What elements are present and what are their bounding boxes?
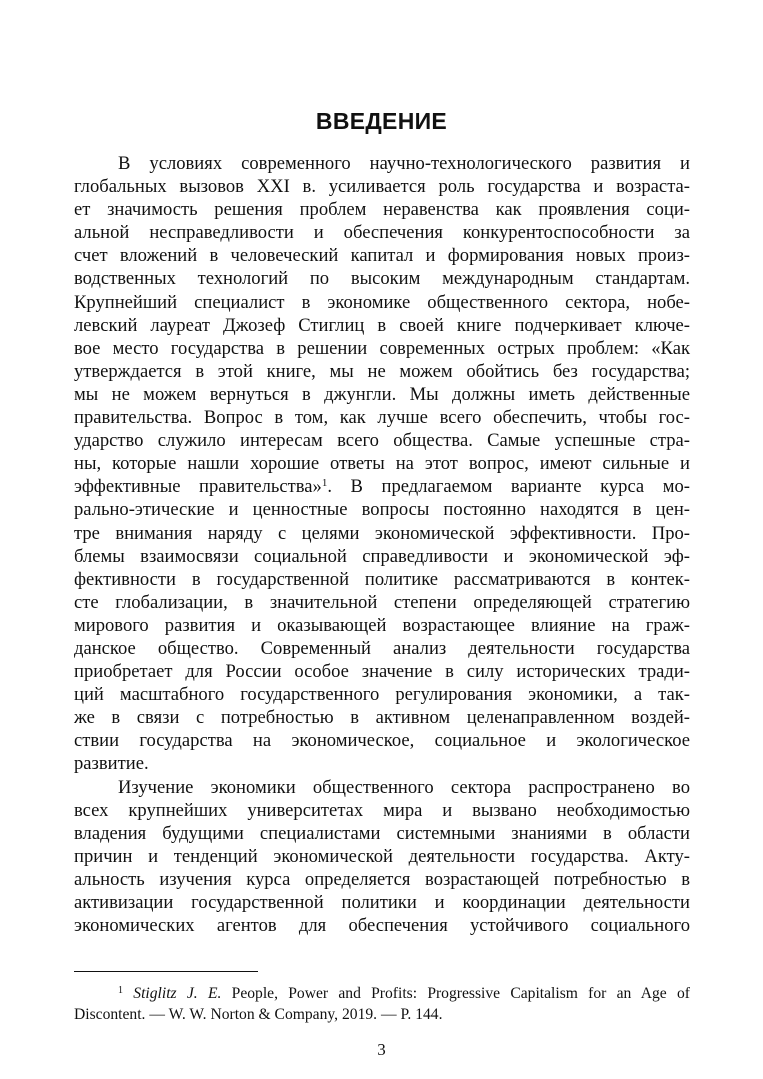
paragraph-1-line: В условиях современного научно-технологического развития и — [118, 153, 690, 174]
paragraph-1-line: блемы взаимосвязи социальной справедливости и экономической эф- — [74, 545, 690, 567]
line-text: . В предлагаемом варианте курса мо- — [327, 476, 690, 498]
footnote-reference[interactable]: 1 — [321, 477, 328, 490]
footnote — [74, 983, 690, 1025]
paragraph-1-line-with-footnote — [74, 475, 690, 498]
paragraph-2-line: причин и тенденций экономической деятельности государства. Акту- — [74, 845, 690, 867]
footnote-author: Stiglitz J. E. — [133, 985, 222, 1002]
paragraph-1-line: ны, которые нашли хорошие ответы на этот вопрос, имеют сильные и — [74, 453, 690, 475]
paragraph-2-line: всех крупнейших университетах мира и вызвано необходимостью — [74, 799, 690, 821]
paragraph-1-line: вое место государства в решении современных острых проблем: «Как — [74, 337, 690, 359]
footnote-line — [74, 983, 690, 1004]
footnote-line: Discontent. — W. W. Norton & Company, 2019. — P. 144. — [74, 1006, 443, 1023]
paragraph-1-line: приобретает для России особое значение в силу исторических тради- — [74, 661, 690, 683]
paragraph-1-line: Крупнейший специалист в экономике общественного сектора, нобе- — [74, 291, 690, 313]
chapter-heading: ВВЕДЕНИЕ — [315, 108, 448, 134]
paragraph-1-line: ударство служило интересам всего общества. Самые успешные стра- — [74, 430, 690, 452]
paragraph-1-line: счет вложений в человеческий капитал и формирования новых произ- — [74, 245, 690, 267]
line-text: эффективные правительства» — [74, 476, 322, 498]
body-text — [74, 152, 690, 937]
footnote-separator — [74, 971, 258, 972]
paragraph-1-line: водственных технологий по высоким международным стандартам. — [74, 268, 690, 290]
paragraph-1-line: тре внимания наряду с целями экономической эффективности. Про- — [74, 522, 690, 544]
paragraph-2-line: активизации государственной политики и координации деятельности — [74, 892, 690, 913]
paragraph-1-line: правительства. Вопрос в том, как лучше всего обеспечить, чтобы гос- — [74, 407, 690, 429]
paragraph-2-line: экономических агентов для обеспечения устойчивого социального — [74, 915, 690, 937]
paragraph-1-line: сте глобализации, в значительной степени определяющей стратегию — [74, 591, 690, 613]
paragraph-1-line: левский лауреат Джозеф Стиглиц в своей книге подчеркивает ключе- — [74, 314, 690, 336]
paragraph-1-line: фективности в государственной политике рассматриваются в контек- — [74, 568, 690, 590]
paragraph-1-line: альной несправедливости и обеспечения конкурентоспособности за — [74, 222, 690, 244]
footnote-text: People, Power and Profits: Progressive Capitalism for an Age of — [231, 985, 690, 1002]
paragraph-1-line: ет значимость решения проблем неравенства как проявления соци- — [74, 199, 690, 221]
paragraph-1-line: глобальных вызовов XXI в. усиливается роль государства и возраста- — [74, 176, 690, 198]
paragraph-1-line: мы не можем вернуться в джунгли. Мы должны иметь действенные — [74, 383, 690, 405]
paragraph-1-line: развитие. — [74, 753, 149, 775]
paragraph-1-line: рально-этические и ценностные вопросы постоянно находятся в цен- — [74, 499, 690, 521]
paragraph-2-line: Изучение экономики общественного сектора распространено во — [118, 776, 690, 798]
paragraph-1-line: ствии государства на экономическое, социальное и экологическое — [74, 730, 690, 752]
paragraph-1-line: данское общество. Современный анализ деятельности государства — [74, 637, 690, 659]
footnote-marker: 1 — [118, 985, 123, 996]
paragraph-2-line: альность изучения курса определяется возрастающей потребностью в — [74, 868, 690, 890]
page-number: 3 — [377, 1040, 386, 1059]
paragraph-1-line: утверждается в этой книге, мы не можем обойтись без государства; — [74, 360, 690, 382]
paragraph-2-line: владения будущими специалистами системными знаниями в области — [74, 822, 690, 844]
paragraph-1-line: же в связи с потребностью в активном целенаправленном воздей- — [74, 707, 690, 729]
paragraph-1-line: ций масштабного государственного регулирования экономики, а так- — [74, 684, 690, 706]
paragraph-1-line: мирового развития и оказывающей возрастающее влияние на граж- — [74, 614, 690, 636]
